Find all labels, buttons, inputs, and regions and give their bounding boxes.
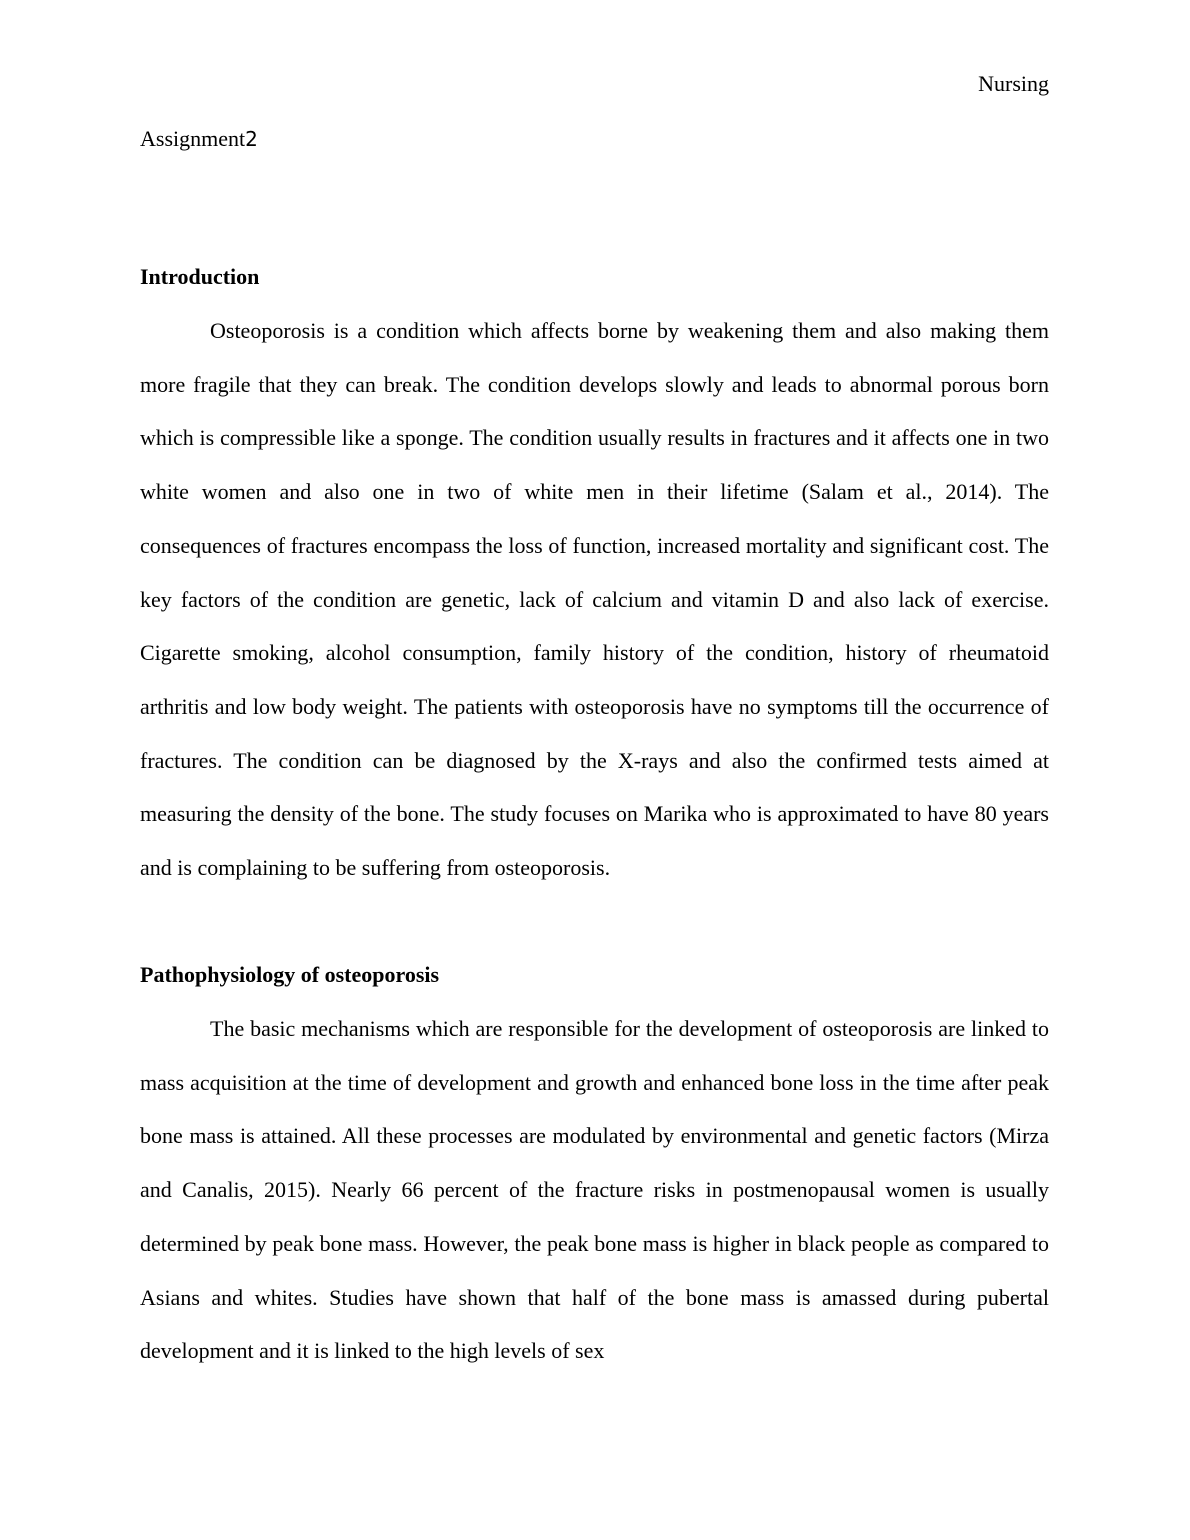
assignment-number: 2 [245, 127, 258, 151]
running-head: Nursing [978, 71, 1049, 96]
section-heading-pathophysiology: Pathophysiology of osteoporosis [140, 962, 440, 987]
section-body-introduction: Osteoporosis is a condition which affects borne by weakening them and also making them more fragile that they can break. The condition develops slowly and leads to abnormal porous born which is compressible like a sponge. The condition usually results in fractures and it affects one in two white women and also one in two of white men in their lifetime (Salam et al., 2014). The consequences of fractures encompass the loss of function, increased mortality and significant cost. The key factors of the condition are genetic, lack of calcium and vitamin D and also lack of exercise. Cigarette smoking, alcohol consumption, family history of the condition, history of rheumatoid arthritis and low body weight. The patients with osteoporosis have no symptoms till the occurrence of fractures. The condition can be diagnosed by the X-rays and also the confirmed tests aimed at measuring the density of the bone. The study focuses on Marika who is approximated to have 80 years and is complaining to be suffering from osteoporosis. [140, 318, 1049, 881]
section-heading-introduction: Introduction [140, 264, 260, 289]
section-body-pathophysiology: The basic mechanisms which are responsible for the development of osteoporosis are linked to mass acquisition at the time of development and growth and enhanced bone loss in the time after peak bone mass is attained. All these processes are modulated by environmental and genetic factors (Mirza and Canalis, 2015). Nearly 66 percent of the fracture risks in postmenopausal women is usually determined by peak bone mass. However, the peak bone mass is higher in black people as compared to Asians and whites. Studies have shown that half of the bone mass is amassed during pubertal development and it is linked to the high levels of sex [140, 1016, 1049, 1364]
assignment-label [140, 125, 258, 153]
assignment-label-text: Assignment [140, 126, 246, 151]
